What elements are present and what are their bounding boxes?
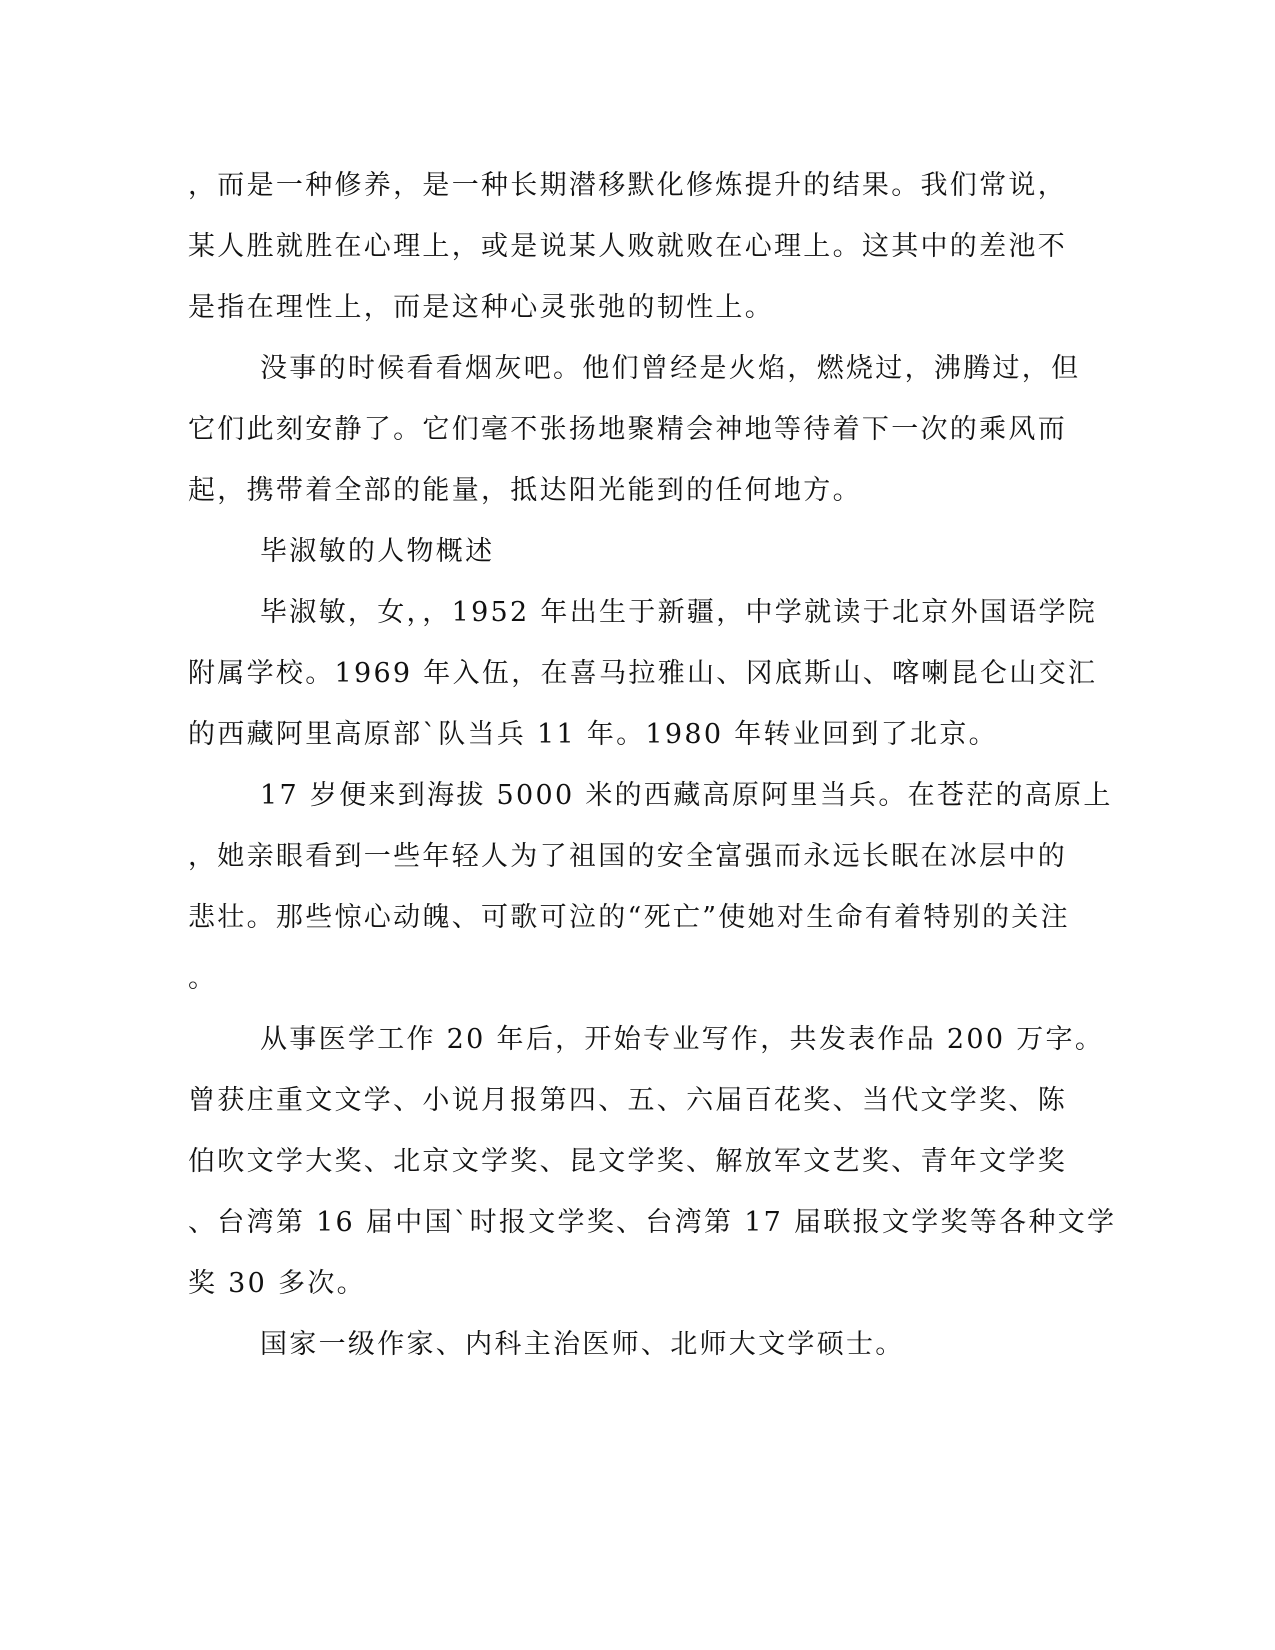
text-line: 的西藏阿里高原部`队当兵 11 年。1980 年转业回到了北京。 [188,719,998,750]
text-line: 是指在理性上，而是这种心灵张弛的韧性上。 [188,292,774,323]
text-line: 没事的时候看看烟灰吧。他们曾经是火焰，燃烧过，沸腾过，但 [260,353,1081,384]
paragraph-plateau [188,776,1113,999]
heading-text: 毕淑敏的人物概述 [260,536,495,567]
text-line: 、台湾第 16 届中国`时报文学奖、台湾第 17 届联报文学奖等各种文学 [188,1207,1117,1238]
paragraph-continuation [188,166,1088,328]
paragraph-titles [188,1325,1088,1365]
text-line: ，她亲眼看到一些年轻人为了祖国的安全富强而永远长眠在冰层中的 [188,841,1067,872]
text-line: 某人胜就胜在心理上，或是说某人败就败在心理上。这其中的差池不 [188,231,1067,262]
text-line: 悲壮。那些惊心动魄、可歌可泣的“死亡”使她对生命有着特别的关注 [188,902,1070,933]
text-line: 起，携带着全部的能量，抵达阳光能到的任何地方。 [188,475,862,506]
document-body [188,166,1117,1365]
text-line: ，而是一种修养，是一种长期潜移默化修炼提升的结果。我们常说， [188,170,1067,201]
text-line: 附属学校。1969 年入伍，在喜马拉雅山、冈底斯山、喀喇昆仑山交汇 [188,658,1098,689]
text-line: 从事医学工作 20 年后，开始专业写作，共发表作品 200 万字。 [260,1024,1105,1055]
paragraph-awards [188,1020,1117,1304]
paragraph-ashes [188,349,1088,511]
text-line: 。 [188,963,218,994]
text-line: 国家一级作家、内科主治医师、北师大文学硕士。 [260,1329,905,1360]
text-line: 伯吹文学大奖、北京文学奖、昆文学奖、解放军文艺奖、青年文学奖 [188,1146,1067,1177]
text-line: 它们此刻安静了。它们毫不张扬地聚精会神地等待着下一次的乘风而 [188,414,1067,445]
paragraph-biography [188,593,1098,755]
text-line: 奖 30 多次。 [188,1268,366,1299]
section-heading [188,532,1088,572]
text-line: 毕淑敏，女，，1952 年出生于新疆，中学就读于北京外国语学院 [260,597,1098,628]
text-line: 17 岁便来到海拔 5000 米的西藏高原阿里当兵。在苍茫的高原上 [260,780,1113,811]
text-line: 曾获庄重文文学、小说月报第四、五、六届百花奖、当代文学奖、陈 [188,1085,1067,1116]
